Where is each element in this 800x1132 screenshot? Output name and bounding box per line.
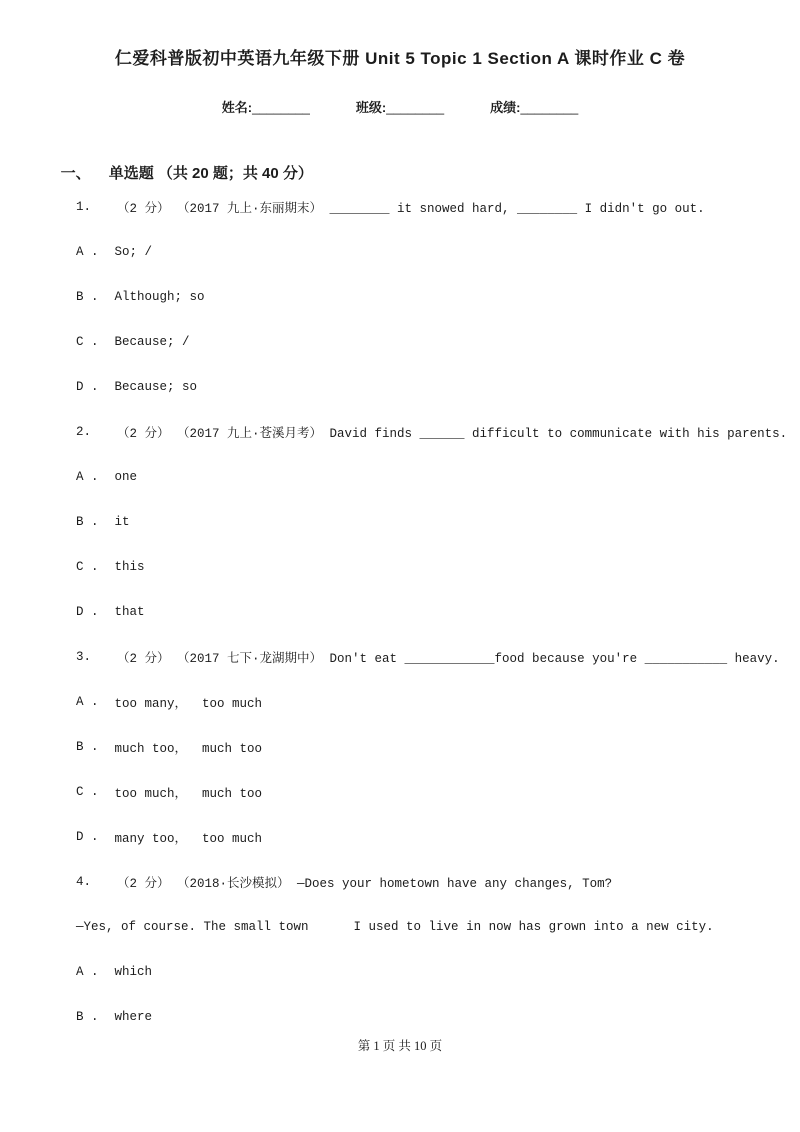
question-1-option-d: D . Because; so [76,379,198,394]
question-3-option-b: B . much too， much too [76,739,263,756]
question-list [76,184,790,1039]
question-3-option-a: A . too many， too much [76,694,263,711]
name-blank: ________ [252,100,310,115]
question-4-option-b: B . where [76,1009,153,1024]
question-4-stem-continuation: —Yes, of course. The small town I used to live in now has grown into a new city. [76,919,714,934]
question-3-option-c: C . too much， much too [76,784,263,801]
name-label: 姓名: [221,100,253,115]
question-1-stem: 1. （2 分） （2017 九上·东丽期末） ________ it snowed hard, ________ I didn't go out. [76,199,705,216]
question-1-option-b: B . Although; so [76,289,205,304]
question-2-number: 2. [76,424,92,439]
question-2-option-a: A . one [76,469,138,484]
question-3-number: 3. [76,649,92,664]
question-4-number: 4. [76,874,92,889]
question-1-option-c: C . Because; / [76,334,190,349]
name-field [222,97,310,116]
class-field [356,97,444,116]
question-2-option-d: D . that [76,604,145,619]
class-label: 班级: [355,100,387,115]
question-4-option-a: A . which [76,964,153,979]
page-title: 仁爱科普版初中英语九年级下册 Unit 5 Topic 1 Section A 课时作业 C 卷 [114,49,686,68]
page-number: 第 1 页 共 10 页 [357,1039,443,1053]
question-2-option-b: B . it [76,514,130,529]
question-2-stem: 2. （2 分） （2017 九上·苍溪月考） David finds ______ difficult to communicate with his parents. [76,424,788,441]
score-blank: ________ [520,100,579,115]
question-2-option-c: C . this [76,559,145,574]
section-numeral: 一、 [60,165,91,182]
class-blank: ________ [386,100,445,115]
section-title: 单选题 （共 20 题；共 40 分） [108,165,313,182]
question-4-stem: 4. （2 分） （2018·长沙模拟） —Does your hometown have any changes, Tom? [76,874,613,891]
question-1-number: 1. [76,199,92,214]
question-3-option-d: D . many too， too much [76,829,263,846]
question-1-option-a: A . So; / [76,244,153,259]
question-3-stem: 3. （2 分） （2017 七下·龙湖期中） Don't eat ____________food because you're ___________ heavy. [76,649,780,666]
score-label: 成绩: [490,100,521,115]
score-field [490,97,578,116]
student-info-bar [0,97,800,116]
